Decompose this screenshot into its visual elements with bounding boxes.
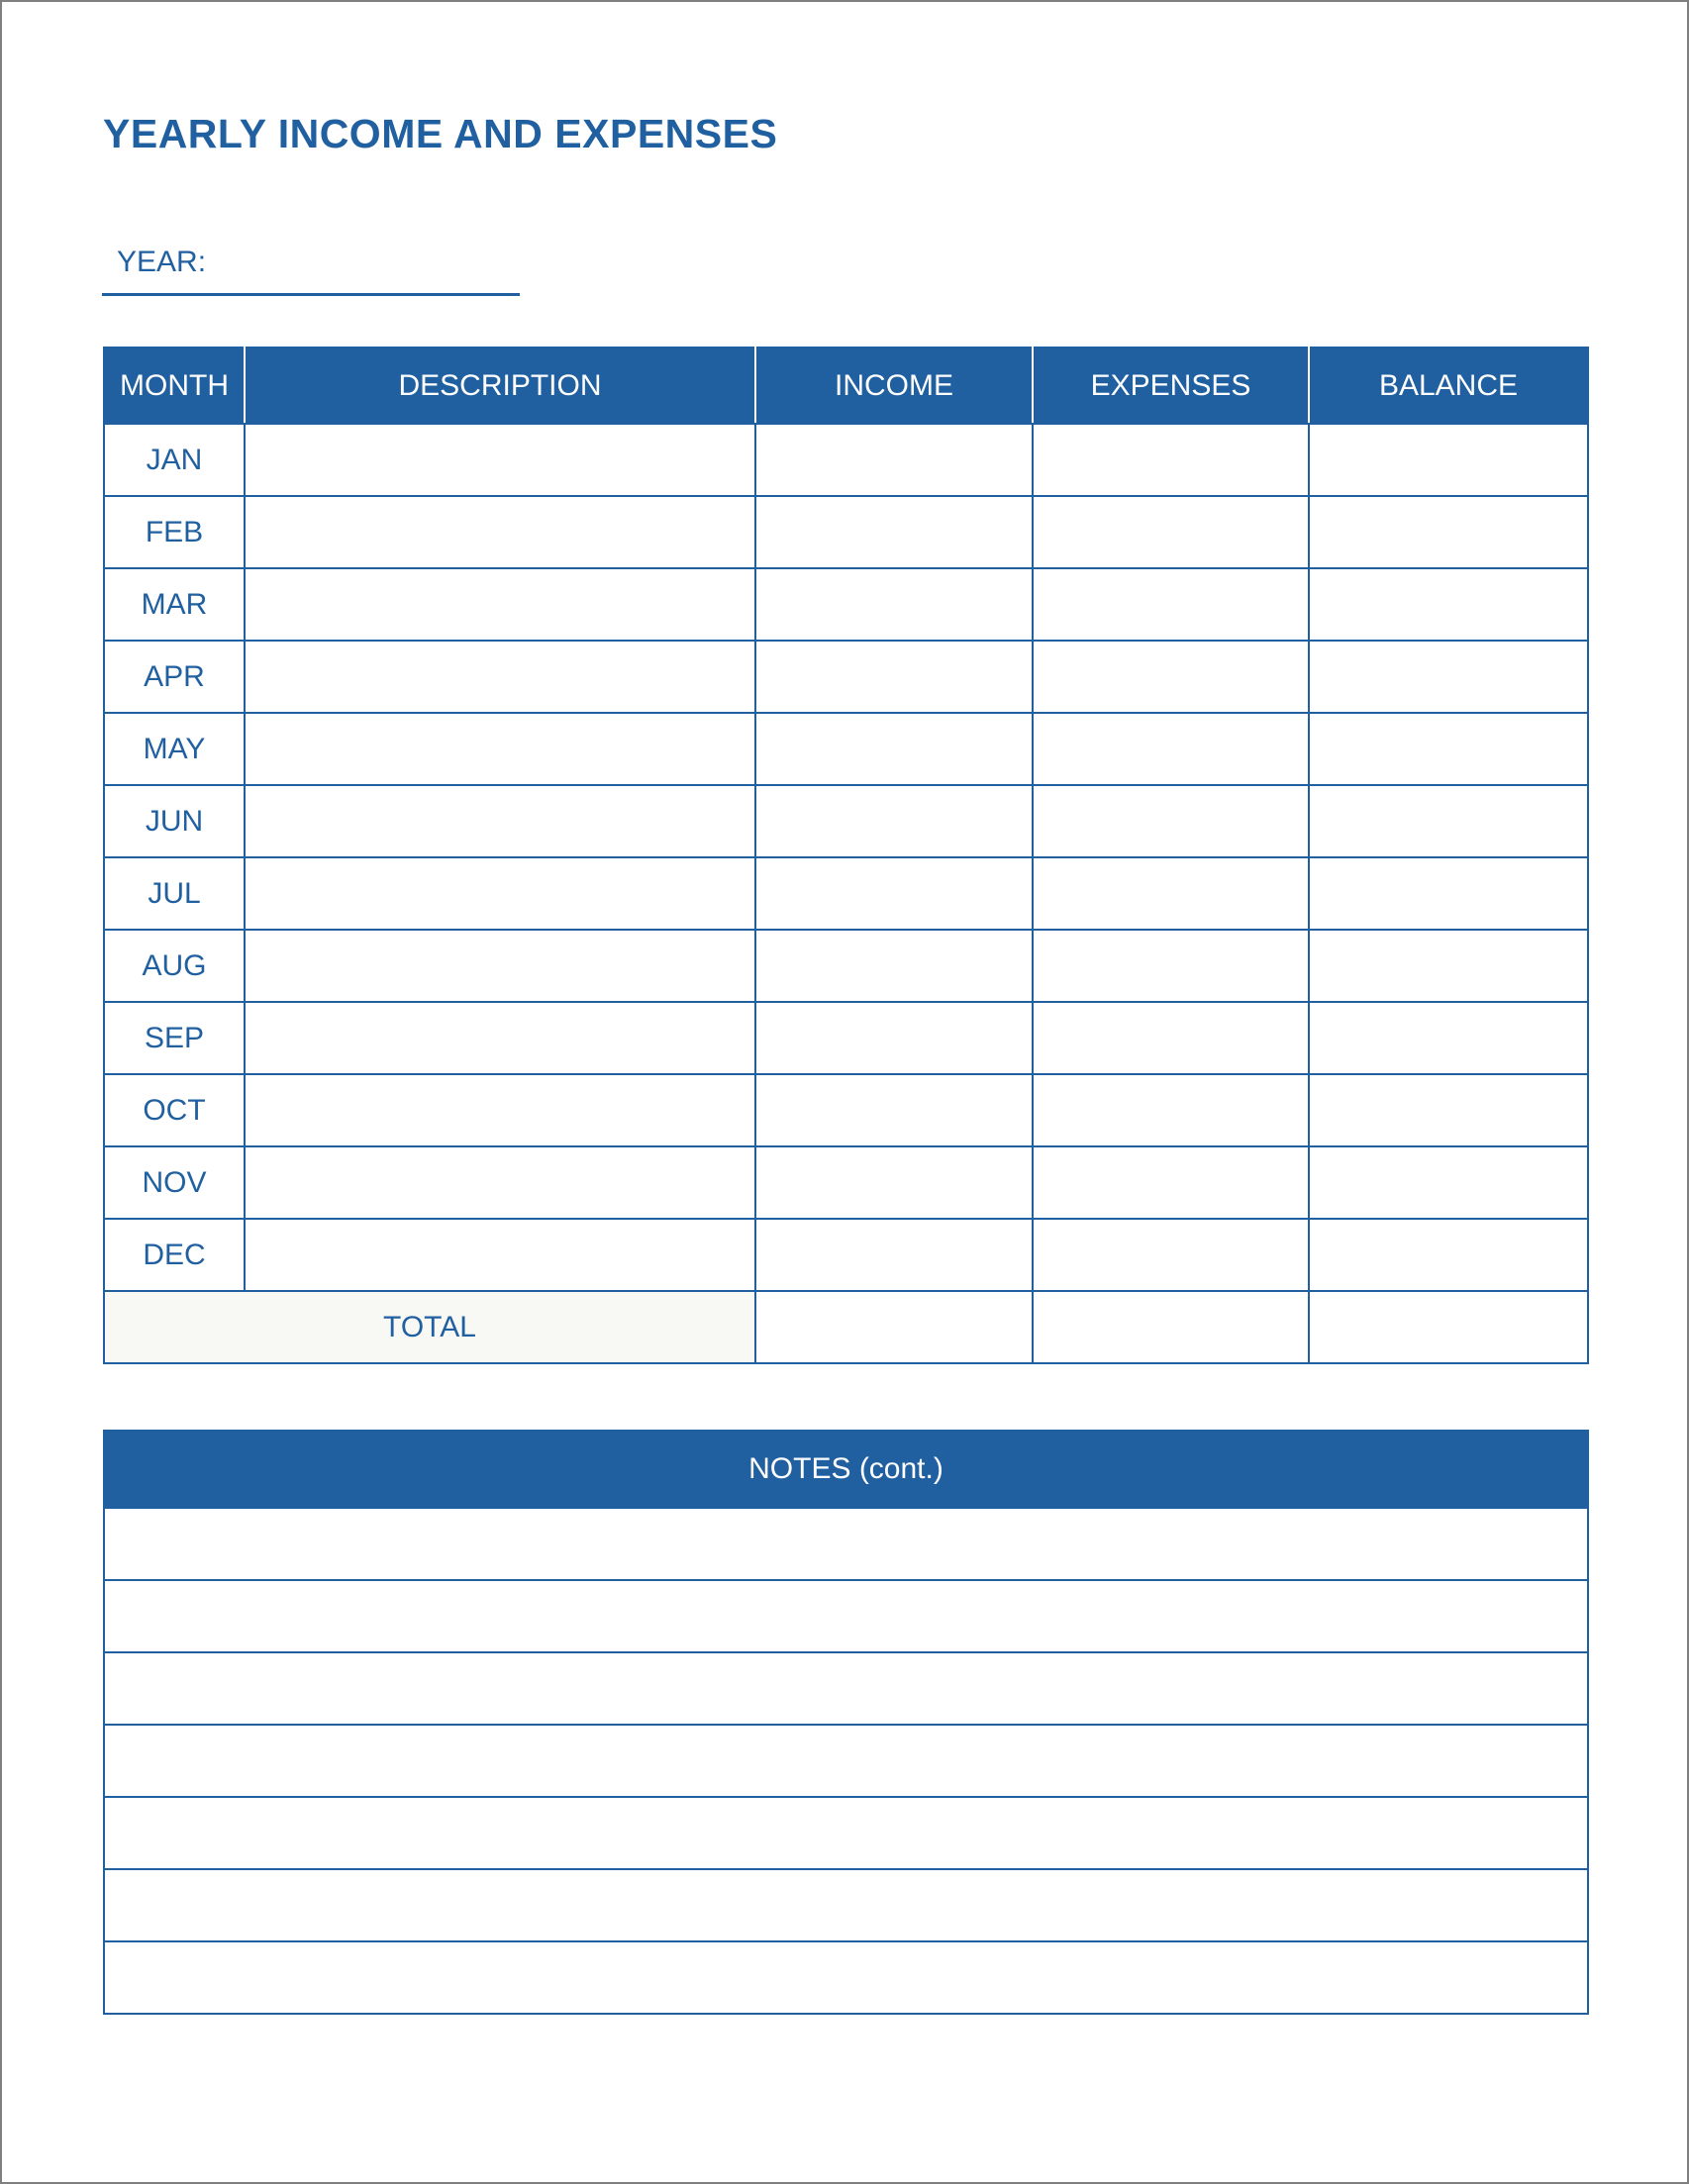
notes-row: [104, 1941, 1588, 2014]
notes-row: [104, 1508, 1588, 1580]
description-cell[interactable]: [245, 1146, 755, 1219]
balance-cell[interactable]: [1309, 424, 1588, 496]
income-cell[interactable]: [755, 785, 1033, 857]
expenses-cell[interactable]: [1033, 930, 1309, 1002]
description-cell[interactable]: [245, 930, 755, 1002]
month-cell: APR: [104, 641, 245, 713]
description-cell[interactable]: [245, 785, 755, 857]
notes-line[interactable]: [104, 1580, 1588, 1652]
table-row: [104, 1146, 1588, 1219]
month-cell: AUG: [104, 930, 245, 1002]
balance-cell[interactable]: [1309, 785, 1588, 857]
table-row: [104, 1002, 1588, 1074]
notes-row: [104, 1725, 1588, 1797]
table-header-row: [104, 347, 1588, 424]
month-cell: MAY: [104, 713, 245, 785]
expenses-cell[interactable]: [1033, 424, 1309, 496]
expenses-cell[interactable]: [1033, 1074, 1309, 1146]
month-cell: JUL: [104, 857, 245, 930]
balance-cell[interactable]: [1309, 930, 1588, 1002]
table-row: [104, 713, 1588, 785]
notes-line[interactable]: [104, 1797, 1588, 1869]
balance-cell[interactable]: [1309, 1074, 1588, 1146]
notes-line[interactable]: [104, 1941, 1588, 2014]
month-cell: DEC: [104, 1219, 245, 1291]
year-input-line[interactable]: [102, 293, 520, 296]
income-cell[interactable]: [755, 1219, 1033, 1291]
balance-cell[interactable]: [1309, 1146, 1588, 1219]
balance-cell[interactable]: [1309, 1219, 1588, 1291]
year-label: YEAR:: [117, 246, 207, 278]
income-cell[interactable]: [755, 1074, 1033, 1146]
description-cell[interactable]: [245, 496, 755, 568]
notes-header: NOTES (cont.): [104, 1431, 1588, 1508]
table-row: [104, 424, 1588, 496]
table-row: [104, 496, 1588, 568]
table-row: [104, 641, 1588, 713]
income-cell[interactable]: [755, 424, 1033, 496]
income-expenses-table: [103, 347, 1589, 1364]
balance-cell[interactable]: [1309, 1002, 1588, 1074]
notes-row: [104, 1580, 1588, 1652]
table-row: [104, 857, 1588, 930]
balance-cell[interactable]: [1309, 568, 1588, 641]
notes-row: [104, 1652, 1588, 1725]
income-cell[interactable]: [755, 496, 1033, 568]
notes-line[interactable]: [104, 1725, 1588, 1797]
balance-cell[interactable]: [1309, 713, 1588, 785]
table-row: [104, 568, 1588, 641]
column-header-income: INCOME: [755, 347, 1033, 424]
table-row: [104, 785, 1588, 857]
balance-cell[interactable]: [1309, 857, 1588, 930]
notes-line[interactable]: [104, 1869, 1588, 1941]
month-cell: FEB: [104, 496, 245, 568]
description-cell[interactable]: [245, 713, 755, 785]
total-row: [104, 1291, 1588, 1363]
expenses-cell[interactable]: [1033, 1002, 1309, 1074]
month-cell: OCT: [104, 1074, 245, 1146]
income-cell[interactable]: [755, 1002, 1033, 1074]
total-label: TOTAL: [104, 1291, 755, 1363]
expenses-cell[interactable]: [1033, 785, 1309, 857]
balance-cell[interactable]: [1309, 496, 1588, 568]
income-cell[interactable]: [755, 713, 1033, 785]
column-header-description: DESCRIPTION: [245, 347, 755, 424]
month-cell: SEP: [104, 1002, 245, 1074]
table-row: [104, 1219, 1588, 1291]
description-cell[interactable]: [245, 1219, 755, 1291]
page-title: YEARLY INCOME AND EXPENSES: [103, 111, 778, 156]
expenses-cell[interactable]: [1033, 713, 1309, 785]
description-cell[interactable]: [245, 1074, 755, 1146]
total-income-cell[interactable]: [755, 1291, 1033, 1363]
month-cell: NOV: [104, 1146, 245, 1219]
description-cell[interactable]: [245, 568, 755, 641]
total-balance-cell[interactable]: [1309, 1291, 1588, 1363]
expenses-cell[interactable]: [1033, 1146, 1309, 1219]
expenses-cell[interactable]: [1033, 1219, 1309, 1291]
expenses-cell[interactable]: [1033, 568, 1309, 641]
notes-line[interactable]: [104, 1508, 1588, 1580]
table-row: [104, 1074, 1588, 1146]
income-cell[interactable]: [755, 930, 1033, 1002]
expenses-cell[interactable]: [1033, 641, 1309, 713]
column-header-balance: BALANCE: [1309, 347, 1588, 424]
expenses-cell[interactable]: [1033, 496, 1309, 568]
description-cell[interactable]: [245, 424, 755, 496]
notes-row: [104, 1797, 1588, 1869]
notes-row: [104, 1869, 1588, 1941]
income-cell[interactable]: [755, 857, 1033, 930]
balance-cell[interactable]: [1309, 641, 1588, 713]
column-header-expenses: EXPENSES: [1033, 347, 1309, 424]
expenses-cell[interactable]: [1033, 857, 1309, 930]
month-cell: JAN: [104, 424, 245, 496]
total-expenses-cell[interactable]: [1033, 1291, 1309, 1363]
notes-table: [103, 1430, 1589, 2015]
column-header-month: MONTH: [104, 347, 245, 424]
description-cell[interactable]: [245, 857, 755, 930]
table-row: [104, 930, 1588, 1002]
notes-header-row: [104, 1431, 1588, 1508]
description-cell[interactable]: [245, 641, 755, 713]
description-cell[interactable]: [245, 1002, 755, 1074]
notes-line[interactable]: [104, 1652, 1588, 1725]
month-cell: MAR: [104, 568, 245, 641]
income-cell[interactable]: [755, 568, 1033, 641]
income-cell[interactable]: [755, 1146, 1033, 1219]
month-cell: JUN: [104, 785, 245, 857]
income-cell[interactable]: [755, 641, 1033, 713]
